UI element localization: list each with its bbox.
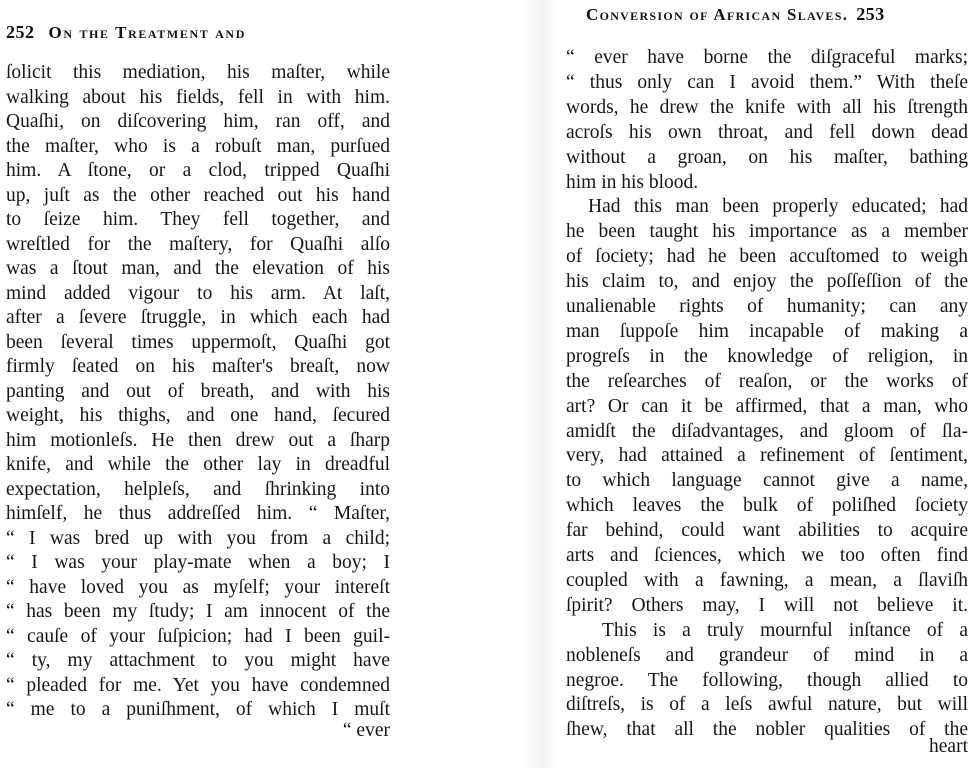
text-line: art? Or can it be affirmed, that a man, who [566, 395, 968, 417]
left-page-header [6, 22, 246, 43]
text-line: panting and out of breath, and with his [6, 380, 390, 402]
text-line: “ I was bred up with you from a child; [6, 527, 390, 549]
text-line: negroe. The following, though allied to [566, 669, 968, 691]
text-line: after a ſevere ſtruggle, in which each had [6, 307, 390, 328]
text-line: “ me to a puniſhment, of which I muſt [6, 699, 390, 720]
running-head: On the Treatment and [48, 23, 246, 42]
text-line: weight, his thighs, and one hand, ſecured [6, 405, 390, 426]
text-line: himſelf, he thus addreſſed him. “ Maſter, [6, 503, 390, 524]
text-line: ſolicit this mediation, his maſter, while [6, 62, 390, 83]
text-line: unalienable rights of humanity; can any [566, 296, 968, 317]
text-line: he been taught his importance as a member [566, 221, 968, 243]
text-line: which leaves the bulk of poliſhed ſociety [566, 495, 968, 517]
text-line: to ſeize him. They fell together, and [6, 209, 390, 230]
text-line: the maſter, who is a robuſt man, purſued [6, 135, 390, 157]
text-line: him. A ſtone, or a clod, tripped Quaſhi [6, 160, 390, 181]
text-line: up, juſt as the other reached out his hand [6, 184, 390, 206]
text-line: progreſs in the knowledge of religion, in [566, 345, 968, 367]
text-line: far behind, could want abilities to acquire [566, 520, 968, 542]
text-line: “ have loved you as myſelf; your intereſt [6, 576, 390, 598]
text-line: him motionleſs. He then drew out a ſharp [6, 429, 390, 451]
text-line: words, he drew the knife with all his ſtrength [566, 96, 968, 118]
text-line: ſhew, that all the nobler qualities of the [566, 719, 968, 741]
book-gutter [520, 0, 560, 768]
text-line: man ſuppoſe him incapable of making a [566, 320, 968, 342]
text-line: been ſeveral times uppermoſt, Quaſhi got [6, 331, 390, 353]
page-number: 253 [856, 4, 885, 24]
text-line: without a groan, on his maſter, bathing [566, 146, 968, 168]
text-line: ſpirit? Others may, I will not believe it. [566, 594, 968, 616]
text-line: coupled with a fawning, a mean, a ſlaviſh [566, 569, 968, 591]
text-line: walking about his fields, fell in with him. [6, 86, 390, 108]
text-line: expectation, helpleſs, and ſhrinking into [6, 478, 390, 500]
catchword: “ ever [342, 719, 390, 741]
text-line: “ ever have borne the diſgraceful marks; [566, 47, 968, 68]
text-line: firmly ſeated on his maſter's breaſt, now [6, 356, 390, 377]
text-line: the reſearches of reaſon, or the works of [566, 370, 968, 392]
text-line: “ pleaded for me. Yet you have condemned [6, 674, 390, 696]
text-line: wreſtled for the maſtery, for Quaſhi alſo [6, 233, 390, 255]
text-line: amidſt the diſadvantages, and gloom of ſla- [566, 420, 968, 442]
running-head: Conversion of African Slaves. [586, 5, 849, 24]
text-line: “ I was your play-mate when a boy; I [6, 552, 390, 573]
text-line: “ has been my ſtudy; I am innocent of the [6, 601, 390, 622]
text-line: knife, and while the other lay in dreadful [6, 454, 390, 475]
text-line: of ſociety; had he been accuſtomed to weigh [566, 246, 968, 268]
text-line: mind added vigour to his arm. At laſt, [6, 282, 390, 304]
text-line: Had this man been properly educated; had [588, 196, 968, 218]
text-line: arts and ſciences, which we too often find [566, 545, 968, 566]
text-line: acroſs his own throat, and fell down dead [566, 121, 968, 143]
text-line: was a ſtout man, and the elevation of his [6, 258, 390, 279]
text-line: very, had attained a refinement of ſentiment, [566, 445, 968, 467]
catchword: heart [929, 736, 968, 758]
text-line: “ ty, my attachment to you might have [6, 650, 390, 671]
text-line: to which language cannot give a name, [566, 470, 968, 492]
text-line: “ thus only can I avoid them.” With theſe [566, 71, 968, 93]
text-line: his claim to, and enjoy the poſſeſſion of the [566, 271, 968, 293]
text-line: This is a truly mournful inſtance of a [602, 619, 968, 641]
page-number: 252 [6, 22, 35, 42]
right-page-header [586, 4, 885, 25]
text-line: nobleneſs and grandeur of mind in a [566, 644, 968, 666]
text-line: “ cauſe of your ſuſpicion; had I been guil- [6, 625, 390, 647]
text-line: diſtreſs, is of a leſs awful nature, but will [566, 694, 968, 716]
text-line: Quaſhi, on diſcovering him, ran off, and [6, 111, 390, 132]
text-line: him in his blood. [566, 171, 699, 193]
